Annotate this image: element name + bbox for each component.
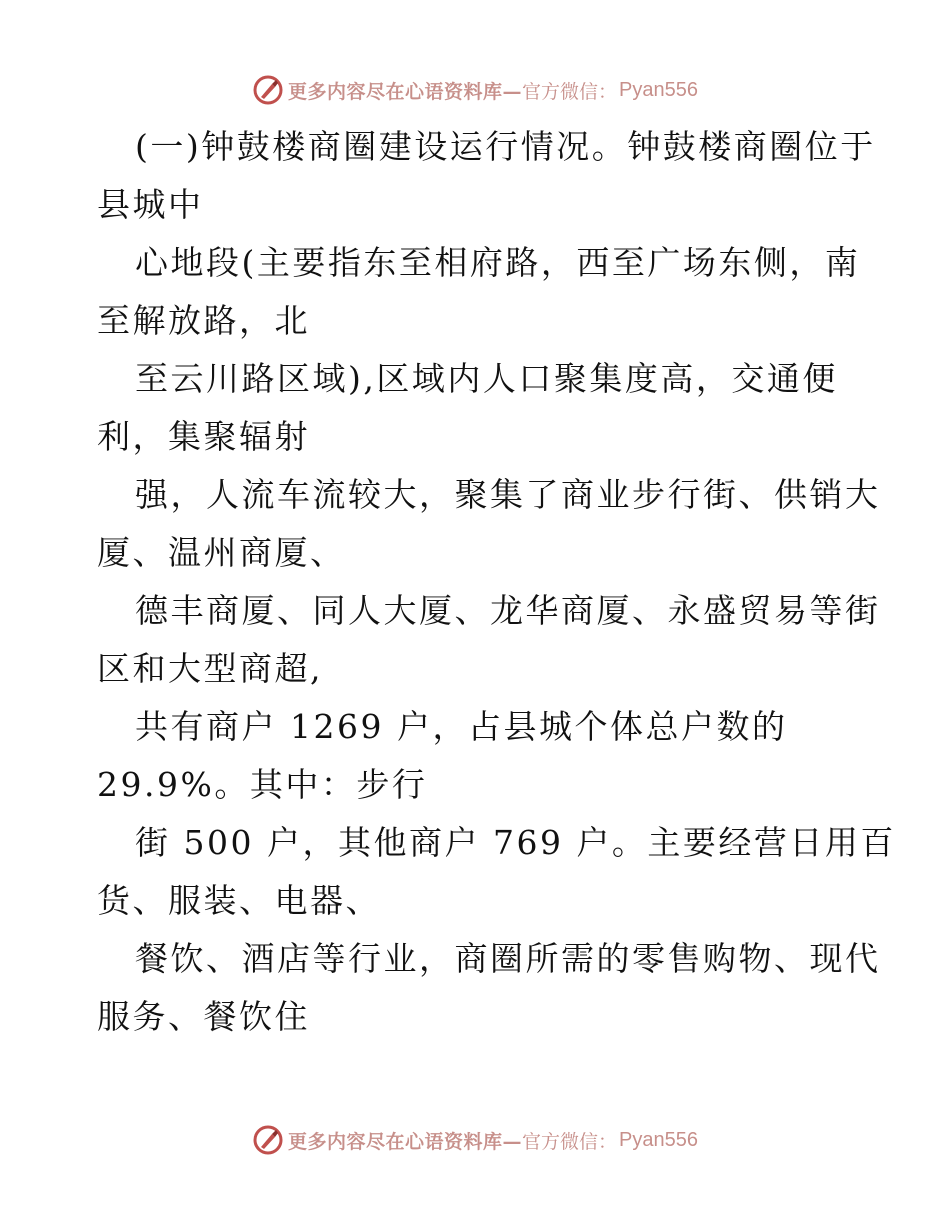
text-line: 利，集聚辐射 — [97, 417, 310, 456]
text-line: 德丰商厦、同人大厦、龙华商厦、永盛贸易等街 — [135, 591, 881, 630]
footer-watermark — [0, 1120, 950, 1160]
text-line: 餐饮、酒店等行业，商圈所需的零售购物、现代 — [135, 939, 881, 978]
text-line: 29.9%。其中：步行 — [97, 765, 428, 804]
text-line: 厦、温州商厦、 — [97, 533, 346, 572]
text-line: 街 500 户，其他商户 769 户。主要经营日用百 — [135, 823, 896, 862]
text-line: 强，人流车流较大，聚集了商业步行街、供销大 — [135, 475, 881, 514]
text-line: 县城中 — [97, 185, 204, 224]
watermark-text: 更多内容尽在心语资料库— — [288, 1130, 523, 1153]
pen-circle-logo-icon — [252, 1124, 284, 1156]
watermark-wechat-label: 官方微信： — [522, 1130, 618, 1153]
document-body — [97, 118, 896, 1046]
watermark-wechat-id: Pyan556 — [619, 78, 698, 101]
text-line: 心地段(主要指东至相府路，西至广场东侧，南 — [135, 243, 861, 282]
header-watermark — [0, 70, 950, 110]
watermark-text: 更多内容尽在心语资料库— — [288, 80, 523, 103]
text-line: 至解放路，北 — [97, 301, 310, 340]
text-line: (一)钟鼓楼商圈建设运行情况。钟鼓楼商圈位于 — [135, 127, 876, 166]
watermark-wechat-label: 官方微信： — [522, 80, 618, 103]
text-line: 至云川路区域),区域内人口聚集度高，交通便 — [135, 359, 838, 398]
pen-circle-logo-icon — [252, 74, 284, 106]
text-line: 货、服装、电器、 — [97, 881, 381, 920]
text-line: 共有商户 1269 户，占县城个体总户数的 — [135, 707, 788, 746]
text-line: 区和大型商超, — [97, 649, 323, 688]
text-line: 服务、餐饮住 — [97, 997, 310, 1036]
watermark-wechat-id: Pyan556 — [619, 1128, 698, 1151]
